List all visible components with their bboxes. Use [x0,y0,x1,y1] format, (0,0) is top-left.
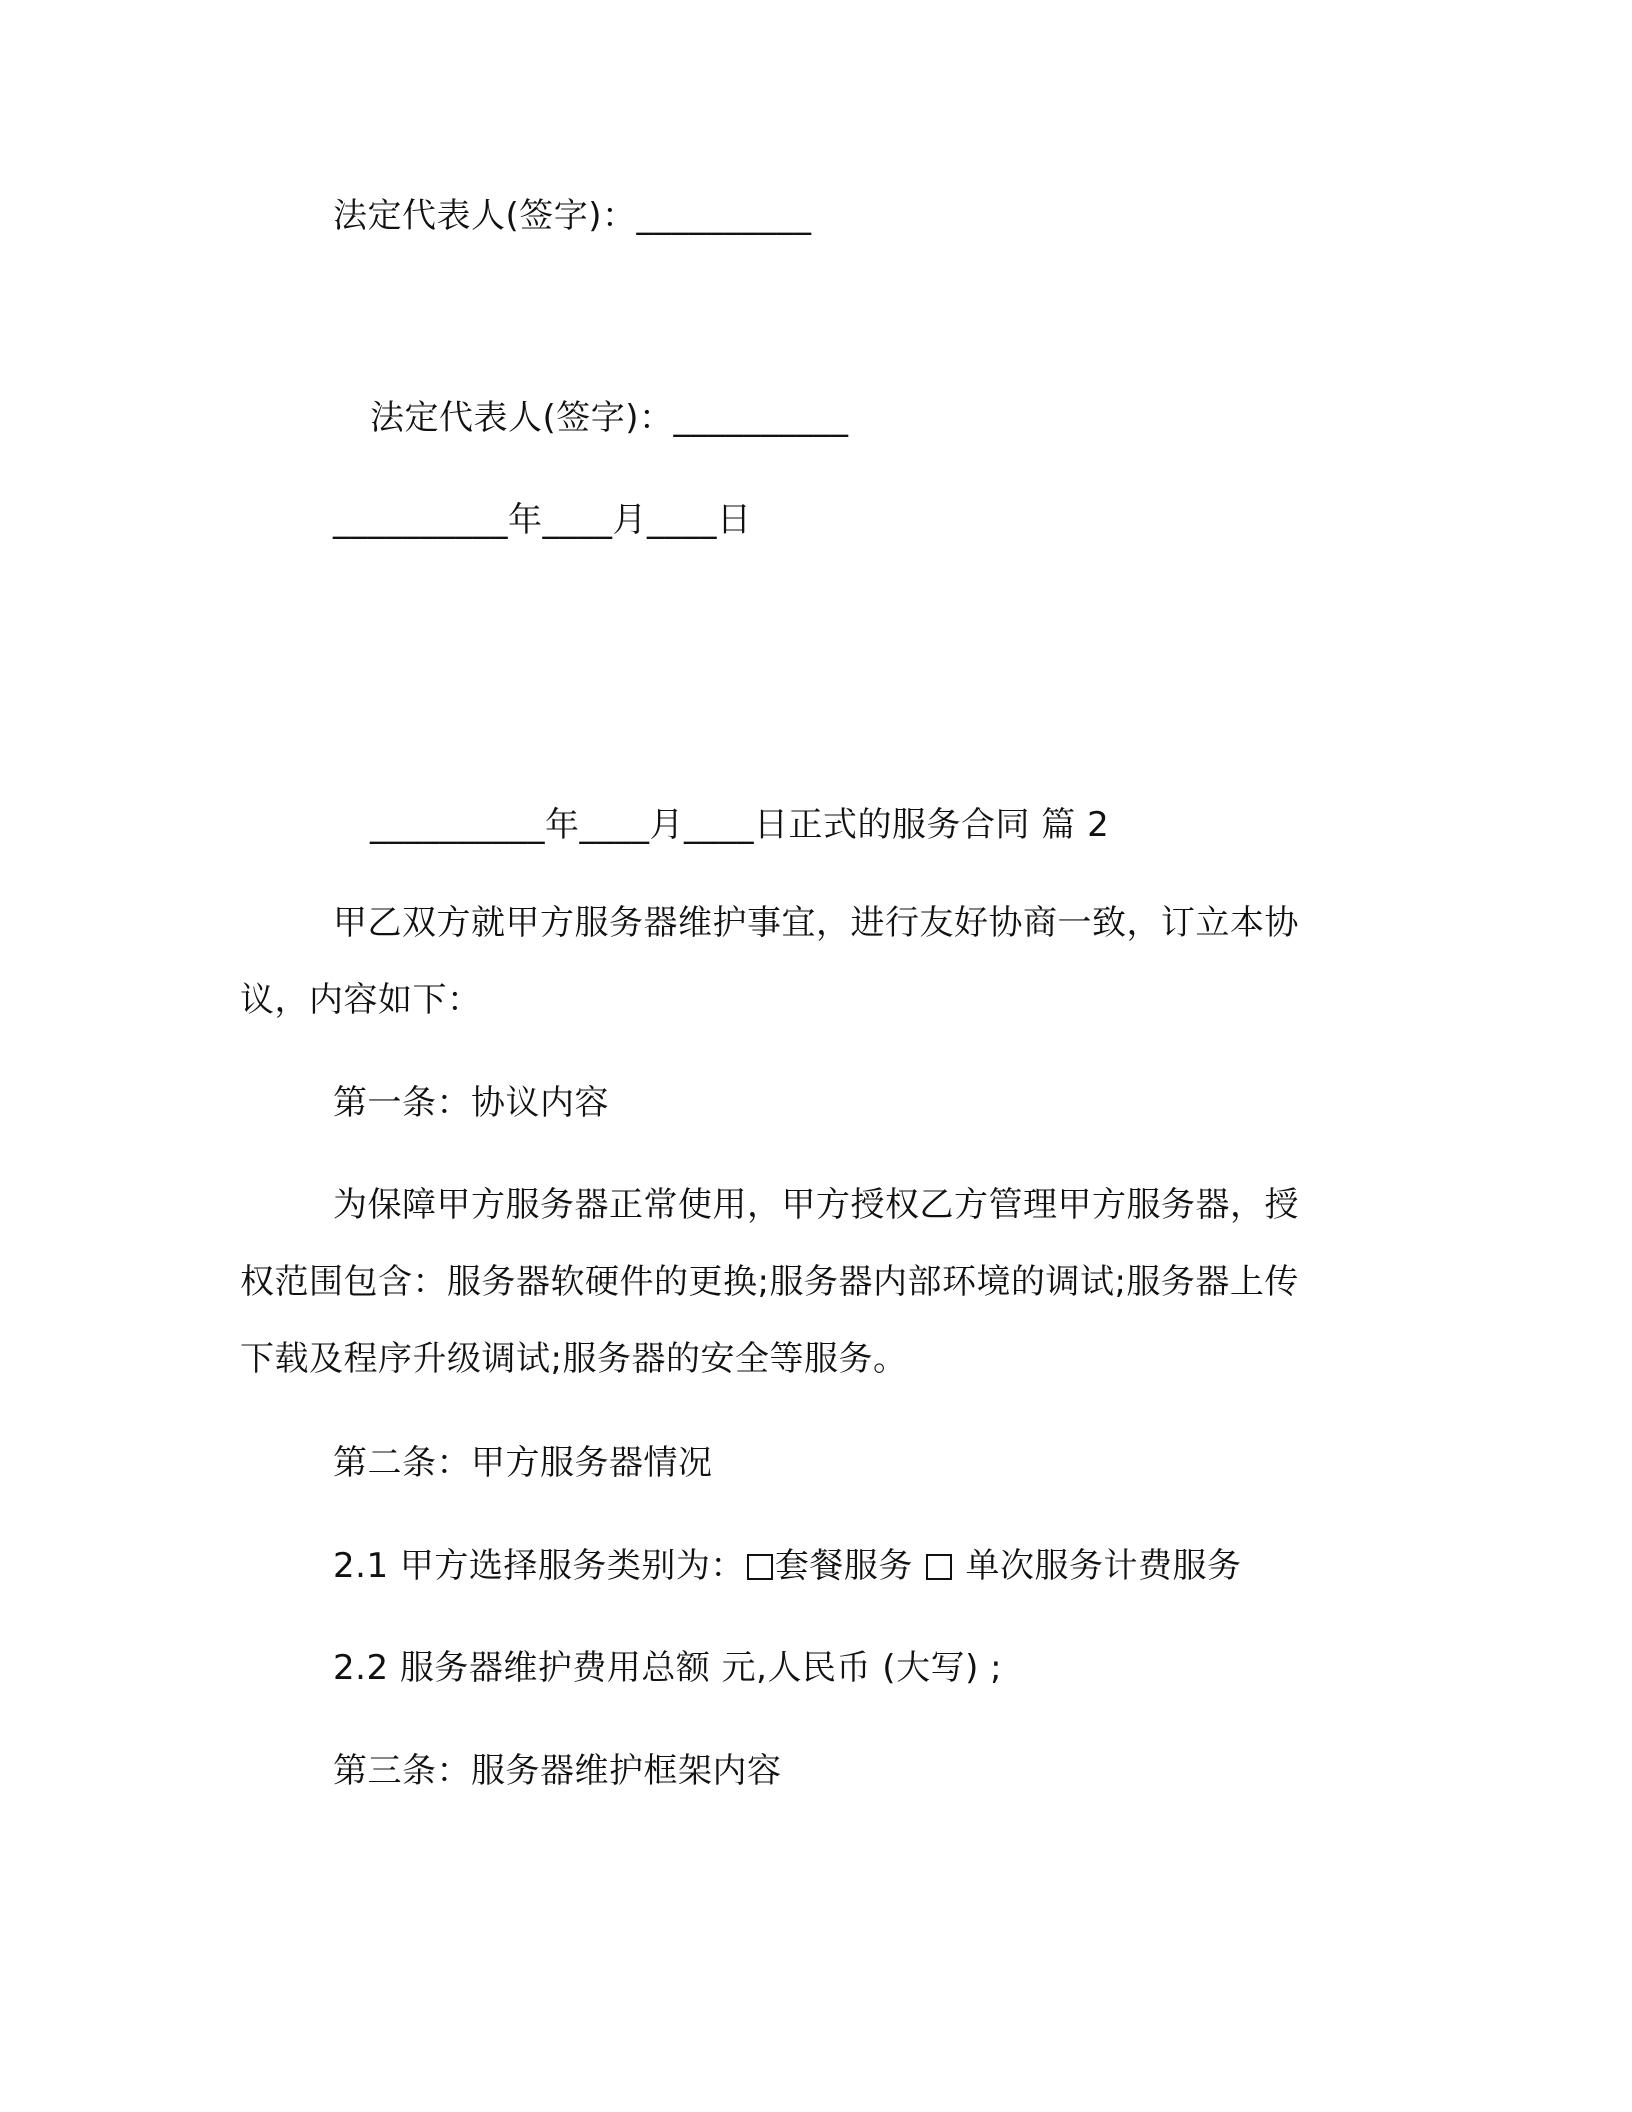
article-3-title: 第三条：服务器维护框架内容 [333,1751,782,1791]
article-1-paragraph-line-1: 为保障甲方服务器正常使用，甲方授权乙方管理甲方服务器，授 [333,1185,1299,1225]
checkbox-single-service[interactable] [926,1554,952,1580]
clause-2-1-option-2: 单次服务计费服务 [954,1546,1242,1586]
clause-2-1 [333,1546,1242,1586]
section-heading: __________年____月____日正式的服务合同 篇 2 [370,805,1110,845]
clause-2-2: 2.2 服务器维护费用总额 元,人民币 (大写) ; [333,1648,1003,1688]
signature-date: __________年____月____日 [333,500,752,540]
article-1-paragraph-line-3: 下载及程序升级调试;服务器的安全等服务。 [240,1339,908,1379]
checkbox-package-service[interactable] [747,1554,773,1580]
article-1-title: 第一条：协议内容 [333,1083,609,1123]
intro-paragraph-line-1: 甲乙双方就甲方服务器维护事宜，进行友好协商一致，订立本协 [333,903,1299,943]
article-2-title: 第二条：甲方服务器情况 [333,1443,713,1483]
signature-rep-1: 法定代表人(签字)：__________ [333,196,812,236]
signature-rep-2: 法定代表人(签字)：__________ [370,398,849,438]
clause-2-1-option-1: 套餐服务 [774,1546,913,1586]
article-1-paragraph-line-2: 权范围包含：服务器软硬件的更换;服务器内部环境的调试;服务器上传 [240,1262,1299,1302]
intro-paragraph-line-2: 议，内容如下： [240,980,482,1020]
clause-2-1-prefix: 2.1 甲方选择服务类别为： [333,1546,745,1586]
